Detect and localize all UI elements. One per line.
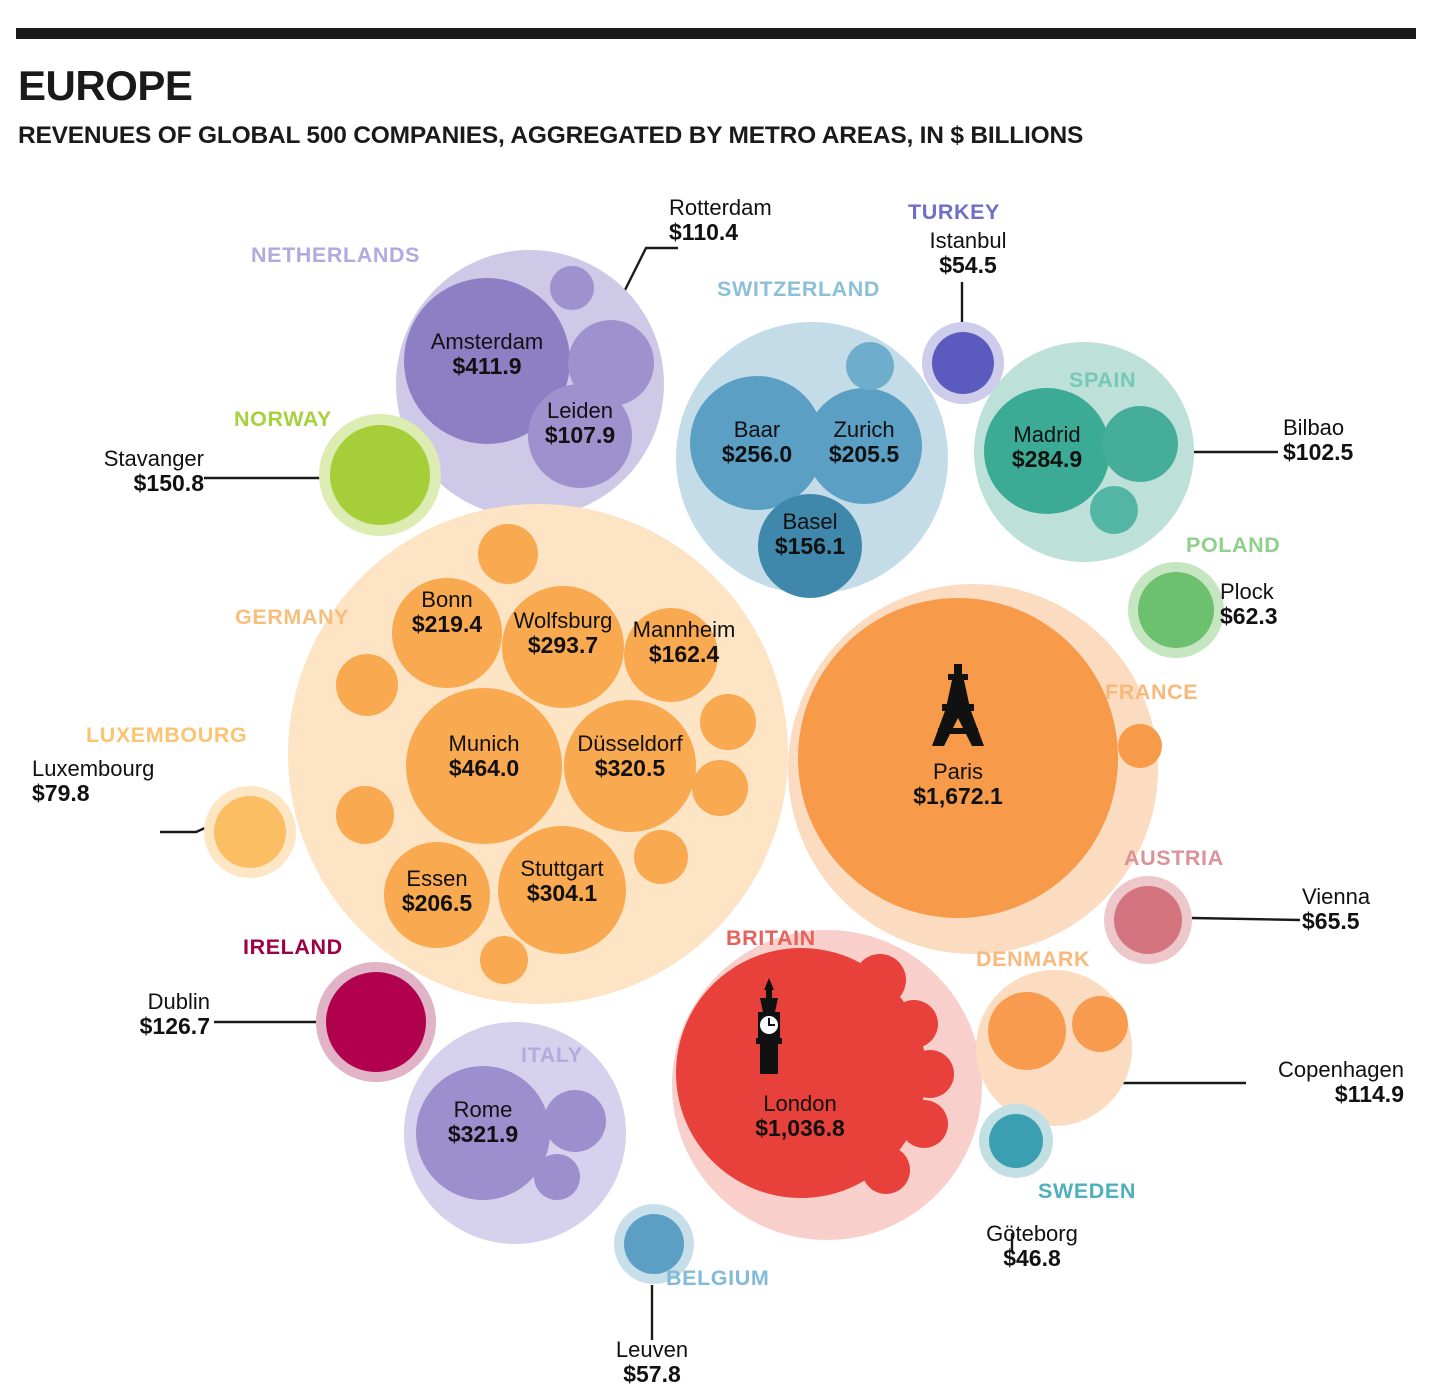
city-bubble-wolfsburg[interactable] [502,586,624,708]
city-bubble-baar[interactable] [690,376,824,510]
page-subtitle: REVENUES OF GLOBAL 500 COMPANIES, AGGREGATED BY METRO AREAS, IN $ BILLIONS [18,122,1084,149]
country-label-spain: SPAIN [1069,368,1137,392]
city-label-basel: Basel $156.1 [774,509,846,559]
country-label-sweden: SWEDEN [1038,1179,1136,1203]
city-bubble-bilbao[interactable] [1102,406,1178,482]
city-bubble-copenhagen[interactable] [988,992,1066,1070]
city-bubble-dusseldorf[interactable] [564,700,696,832]
city-bubble-dk-small[interactable] [1072,996,1128,1052]
city-bubble-stuttgart[interactable] [498,826,626,954]
city-bubble-dublin[interactable] [326,972,426,1072]
country-label-poland: POLAND [1186,533,1281,557]
city-bubble-stavanger[interactable] [330,425,430,525]
city-bubble-de-s3[interactable] [336,786,394,844]
city-bubble-gb-s1[interactable] [854,954,906,1006]
city-label-amsterdam: Amsterdam $411.9 [430,329,544,379]
city-bubble-it-s2[interactable] [534,1154,580,1200]
city-bubble-madrid[interactable] [984,388,1110,514]
country-label-luxembourg: LUXEMBOURG [86,723,248,747]
country-label-norway: NORWAY [234,407,332,431]
city-label-rotterdam: Rotterdam $110.4 [669,195,772,246]
city-label-madrid: Madrid $284.9 [1011,422,1083,472]
city-bubble-es-small[interactable] [1090,486,1138,534]
big-ben-icon [744,978,794,1079]
city-label-bonn: Bonn $219.4 [411,587,483,637]
country-label-switzerland: SWITZERLAND [717,277,881,301]
city-bubble-luxembourg[interactable] [214,796,286,868]
city-bubble-de-s1[interactable] [478,524,538,584]
city-bubble-gb-s5[interactable] [862,1146,910,1194]
city-bubble-ch-small[interactable] [846,342,894,390]
city-bubble-fr-small[interactable] [1118,724,1162,768]
country-label-austria: AUSTRIA [1124,846,1224,870]
city-bubble-mannheim[interactable] [624,608,718,702]
city-label-rome: Rome $321.9 [447,1097,519,1147]
city-label-copenhagen: Copenhagen $114.9 [1277,1057,1404,1108]
city-bubble-istanbul[interactable] [932,332,994,394]
city-bubble-nl-small[interactable] [550,266,594,310]
city-bubble-de-s2[interactable] [336,654,398,716]
city-label-zurich: Zurich $205.5 [828,417,900,467]
city-label-vienna: Vienna $65.5 [1302,884,1371,935]
city-label-essen: Essen $206.5 [401,866,473,916]
city-label-plock: Plock $62.3 [1220,579,1278,630]
city-label-mannheim: Mannheim $162.4 [632,617,736,667]
city-label-bilbao: Bilbao $102.5 [1283,415,1354,466]
city-bubble-goteborg[interactable] [989,1114,1043,1168]
city-bubble-de-s6[interactable] [634,830,688,884]
city-bubble-bonn[interactable] [392,578,502,688]
city-label-leuven: Leuven $57.8 [615,1337,689,1388]
city-bubble-zurich[interactable] [806,388,922,504]
country-label-turkey: TURKEY [908,200,1000,224]
city-label-stavanger: Stavanger $150.8 [103,446,204,497]
country-label-italy: ITALY [521,1043,583,1067]
city-bubble-paris[interactable] [798,598,1118,918]
country-label-denmark: DENMARK [976,947,1091,971]
city-bubble-rome[interactable] [416,1066,550,1200]
city-bubble-plock[interactable] [1138,572,1214,648]
city-label-leiden: Leiden $107.9 [544,398,616,448]
country-label-ireland: IRELAND [243,935,343,959]
city-bubble-de-s5[interactable] [692,760,748,816]
city-label-dusseldorf: Düsseldorf $320.5 [577,731,683,781]
city-bubble-leiden[interactable] [528,384,632,488]
city-label-london: London $1,036.8 [755,1091,845,1141]
city-label-istanbul: Istanbul $54.5 [929,228,1007,279]
page-title: EUROPE [18,62,193,109]
city-label-stuttgart: Stuttgart $304.1 [520,856,604,906]
city-label-luxembourg: Luxembourg $79.8 [32,756,155,807]
city-label-wolfsburg: Wolfsburg $293.7 [513,608,613,658]
city-bubble-vienna[interactable] [1114,886,1182,954]
city-bubble-gb-s3[interactable] [906,1050,954,1098]
city-bubble-munich[interactable] [406,688,562,844]
city-label-munich: Munich $464.0 [448,731,520,781]
city-bubble-basel[interactable] [758,494,862,598]
country-label-germany: GERMANY [235,605,350,629]
city-bubble-gb-s4[interactable] [900,1100,948,1148]
city-label-paris: Paris $1,672.1 [913,759,1003,809]
city-bubble-de-s7[interactable] [480,936,528,984]
city-bubble-leuven[interactable] [624,1214,684,1274]
country-label-britain: BRITAIN [726,926,816,950]
country-label-belgium: BELGIUM [666,1266,770,1290]
eiffel-tower-icon [918,660,998,753]
country-label-france: FRANCE [1105,680,1199,704]
city-bubble-gb-s2[interactable] [890,1000,938,1048]
city-bubble-essen[interactable] [384,842,490,948]
city-label-baar: Baar $256.0 [721,417,793,467]
city-label-dublin: Dublin $126.7 [139,989,210,1040]
city-label-goteborg: Göteborg $46.8 [986,1221,1078,1272]
city-bubble-it-s1[interactable] [544,1090,606,1152]
country-label-netherlands: NETHERLANDS [251,243,421,267]
city-bubble-de-s4[interactable] [700,694,756,750]
